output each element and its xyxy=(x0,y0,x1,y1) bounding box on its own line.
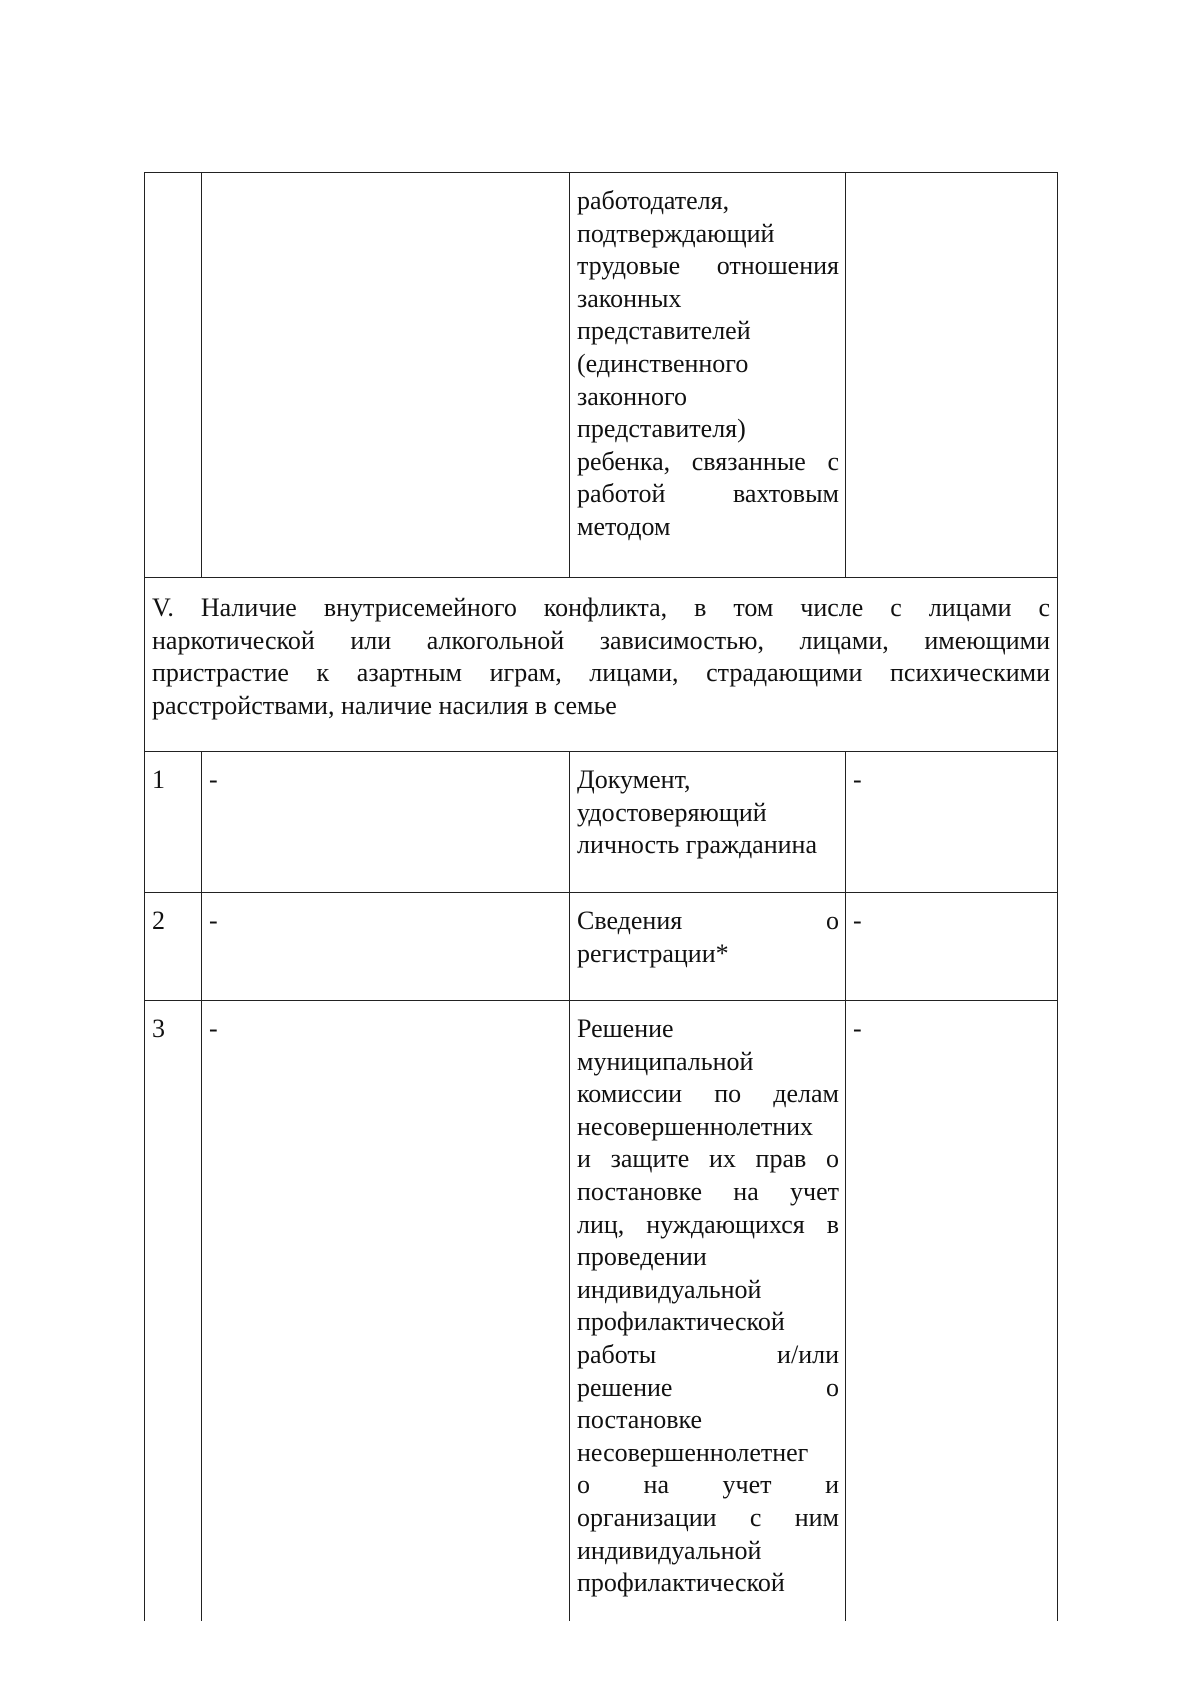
row-number-cell xyxy=(145,173,202,578)
text-line: наркотической или алкогольной зависимостью, лицами, имеющими xyxy=(152,625,1050,655)
text-line: личность гражданина xyxy=(577,830,818,860)
table-row xyxy=(145,893,1058,1001)
text-line: организации с ним xyxy=(577,1502,839,1532)
text-line: законного xyxy=(577,381,687,411)
document-cell xyxy=(570,752,846,893)
text-line: законных xyxy=(577,283,682,313)
text-line: лиц, нуждающихся в xyxy=(577,1209,839,1239)
text-line: методом xyxy=(577,511,671,541)
description-cell: - xyxy=(202,1001,570,1621)
section-heading-row xyxy=(145,578,1058,752)
text-line: профилактической xyxy=(577,1568,785,1598)
text-line: удостоверяющий xyxy=(577,797,767,827)
row-number: 1 xyxy=(145,752,202,893)
text-line: трудовые отношения xyxy=(577,251,839,281)
text-line: постановке на учет xyxy=(577,1176,839,1206)
documents-table xyxy=(144,172,1058,1621)
text-line: работы и/или xyxy=(577,1339,839,1369)
text-line: индивидуальной xyxy=(577,1535,762,1565)
description-cell xyxy=(202,173,570,578)
document-cell xyxy=(570,173,846,578)
description-cell: - xyxy=(202,893,570,1001)
text-line: Сведения о xyxy=(577,906,839,935)
row-number: 2 xyxy=(145,893,202,1001)
text-line: комиссии по делам xyxy=(577,1079,839,1109)
text-line: несовершеннолетнег xyxy=(577,1437,809,1467)
note-cell: - xyxy=(846,893,1058,1001)
document-cell xyxy=(570,1001,846,1621)
section-v-heading xyxy=(145,578,1058,752)
text-line: пристрастие к азартным играм, лицами, страдающими психическими xyxy=(152,658,1050,688)
note-cell: - xyxy=(846,1001,1058,1621)
text-line: несовершеннолетних xyxy=(577,1111,814,1141)
description-cell: - xyxy=(202,752,570,893)
table-row-continuation xyxy=(145,173,1058,578)
text-line: и защите их прав о xyxy=(577,1144,839,1174)
text-line: о на учет и xyxy=(577,1470,839,1500)
text-line: расстройствами, наличие насилия в семье xyxy=(152,690,617,720)
table-row xyxy=(145,1001,1058,1621)
row-number: 3 xyxy=(145,1001,202,1621)
table-row xyxy=(145,752,1058,893)
text-line: представителей xyxy=(577,316,751,346)
text-line: муниципальной xyxy=(577,1046,754,1076)
text-line: профилактической xyxy=(577,1307,785,1337)
text-line: ребенка, связанные с xyxy=(577,446,839,476)
text-line: подтверждающий xyxy=(577,218,775,248)
text-line: Решение xyxy=(577,1014,674,1043)
text-line: Документ, xyxy=(577,765,691,794)
text-line: работодателя, xyxy=(577,186,730,215)
text-line: V. Наличие внутрисемейного конфликта, в том числе с лицами с xyxy=(152,593,1050,622)
document-cell xyxy=(570,893,846,1001)
text-line: индивидуальной xyxy=(577,1274,762,1304)
note-cell xyxy=(846,173,1058,578)
text-line: представителя) xyxy=(577,414,746,444)
text-line: (единственного xyxy=(577,348,749,378)
text-line: решение о xyxy=(577,1372,839,1402)
text-line: постановке xyxy=(577,1405,703,1435)
note-cell: - xyxy=(846,752,1058,893)
text-line: регистрации* xyxy=(577,938,729,968)
text-line: работой вахтовым xyxy=(577,479,839,509)
text-line: проведении xyxy=(577,1242,707,1272)
